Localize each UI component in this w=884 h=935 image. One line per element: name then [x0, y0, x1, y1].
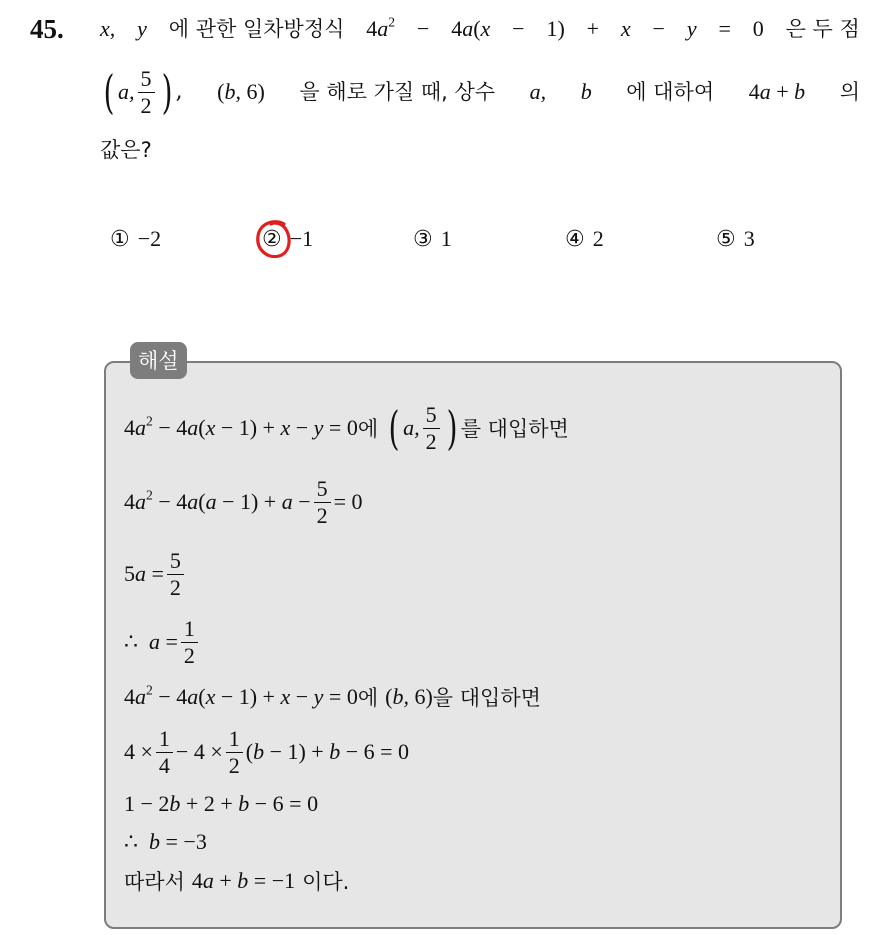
solution-line-4: ∴ a = $\frac{1}{2}$ — [124, 612, 201, 672]
choice-marker: ② — [262, 227, 282, 252]
choice-4[interactable] — [565, 226, 604, 252]
choice-value: 1 — [440, 226, 452, 251]
choice-marker: ⑤ — [716, 226, 736, 252]
solution-line-6: 4 × $\frac{1}{4}$ − 4 × $\frac{1}{2}$ (b − 1) + b − 6 = 0 — [124, 726, 410, 778]
choice-marker: ① — [110, 226, 130, 252]
choice-value: −1 — [289, 226, 314, 251]
solution-line-7: 1 − 2b + 2 + b − 6 = 0 — [124, 791, 319, 816]
question-line-3: 값은? — [100, 138, 152, 162]
question-text: 에 관한 일차방정식 — [168, 17, 345, 41]
question-text: 의 — [839, 79, 860, 104]
choice-value: 3 — [743, 226, 755, 251]
question-text: 은 두 점 — [785, 17, 860, 41]
choice-marker: ③ — [413, 226, 433, 252]
question-text: 을 해로 가질 때, 상수 — [299, 79, 496, 104]
solution-line-1: $4a^2 - 4a(x - 1) + x - y = 0$ 에 ( a, $\frac{5}{2}$ ) 를 대입하면 — [124, 400, 569, 455]
answer-choices — [110, 226, 780, 258]
solution-line-9: 따라서 4a + b = −1 이다. — [124, 868, 350, 894]
choice-2[interactable] — [262, 226, 313, 252]
choice-5[interactable] — [716, 226, 755, 252]
solution-line-5: $4a^2 - 4a(x - 1) + x - y = 0$ 에 (b, 6) 을 대입하면 — [124, 682, 541, 710]
problem-number: 45. — [30, 14, 64, 44]
solution-line-3: 5a = $\frac{5}{2}$ — [124, 544, 187, 604]
choice-value: −2 — [137, 226, 162, 251]
question-line-1: x, y 에 관한 일차방정식 $4a^2$ − 4a(x − 1) + x − y = 0 은 두 점 — [100, 14, 860, 41]
choice-value: 2 — [592, 226, 604, 251]
question-text: 에 대하여 — [626, 79, 715, 104]
question-line-2: ( a, $\frac{5}{2}$ ) , (b, 6) 을 해로 가질 때, 상수 a, b 에 대하여 4a + b 의 — [103, 64, 860, 119]
solution-line-8: ∴ b = −3 — [124, 829, 207, 854]
choice-marker: ④ — [565, 226, 585, 252]
solution-tag: 해설 — [130, 342, 187, 379]
solution-line-2: $4a^2 - 4a(a - 1) + a$ − $\frac{5}{2}$ = 0 — [124, 476, 363, 528]
choice-3[interactable] — [413, 226, 452, 252]
choice-1[interactable] — [110, 226, 161, 252]
